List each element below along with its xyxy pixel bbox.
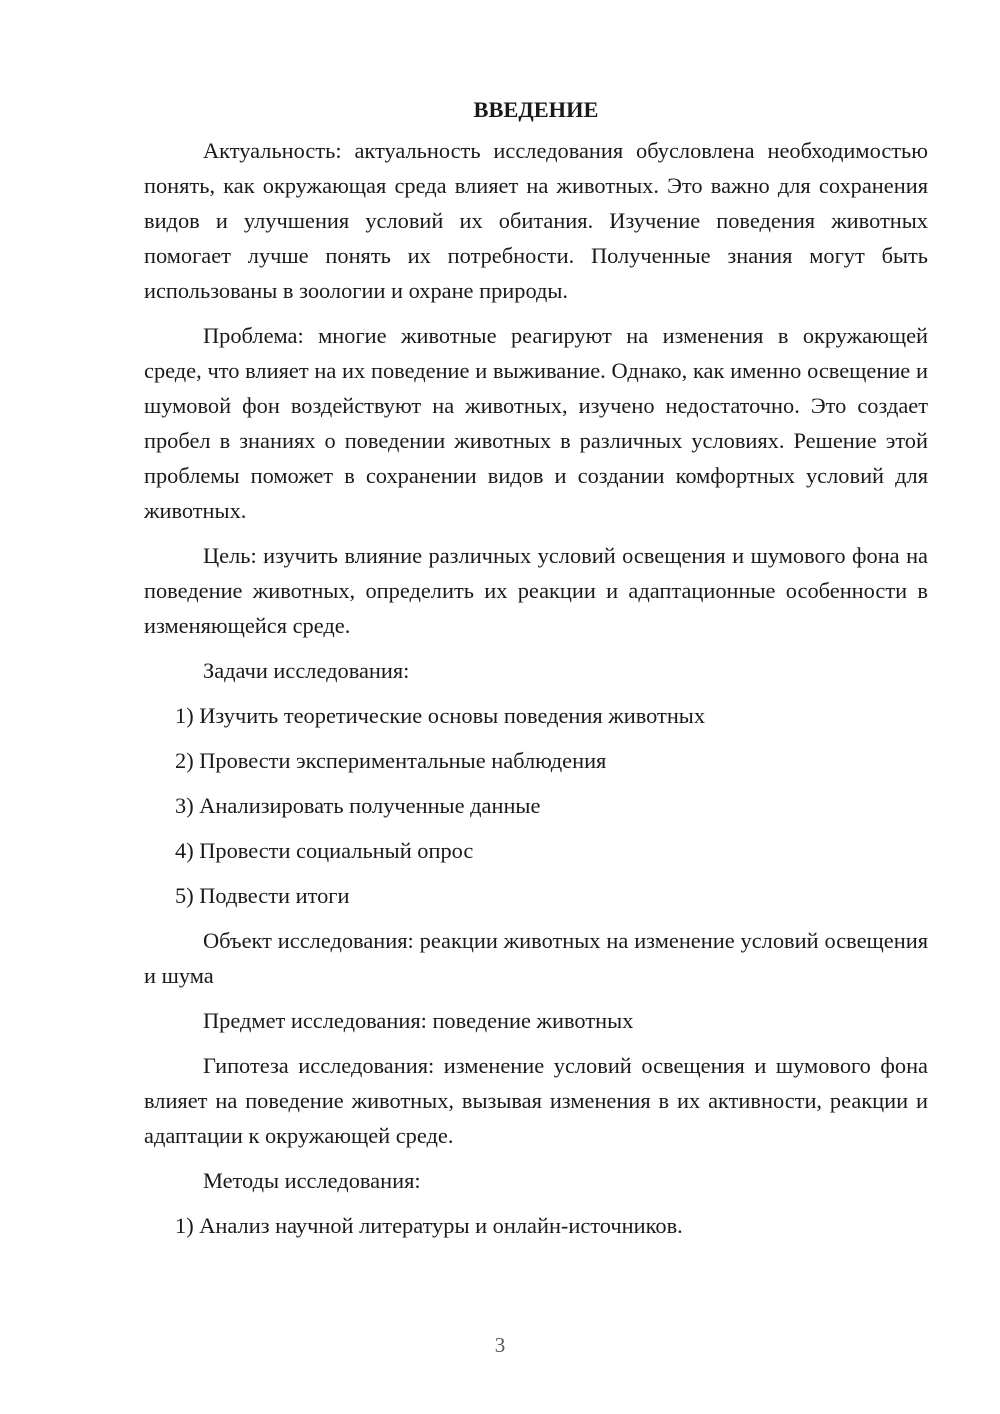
paragraph-object: Объект исследования: реакции животных на изменение условий освещения и шума xyxy=(144,928,928,988)
page-content xyxy=(144,92,928,1253)
page-number: 3 xyxy=(494,1333,506,1357)
list-item: 2) Провести экспериментальные наблюдения xyxy=(175,748,607,773)
methods-list xyxy=(144,1208,928,1243)
tasks-heading: Задачи исследования: xyxy=(203,658,410,683)
paragraph-hypothesis: Гипотеза исследования: изменение условий освещения и шумового фона влияет на поведение животных, вызывая изменения в их активности, реакции и адаптации к окружающей среде. xyxy=(144,1053,928,1148)
paragraph-relevance: Актуальность: актуальность исследования обусловлена необходимостью понять, как окружающая среда влияет на животных. Это важно для сохранения видов и улучшения условий их обитания. Изучение поведения животных помогает лучше понять их потребности. Полученные знания могут быть использованы в зоологии и охране природы. xyxy=(144,138,928,303)
paragraph-goal: Цель: изучить влияние различных условий освещения и шумового фона на поведение животных, определить их реакции и адаптационные особенности в изменяющейся среде. xyxy=(144,543,928,638)
methods-heading: Методы исследования: xyxy=(203,1168,421,1193)
list-item: 4) Провести социальный опрос xyxy=(175,838,474,863)
list-item: 5) Подвести итоги xyxy=(175,883,350,908)
list-item: 1) Анализ научной литературы и онлайн-источников. xyxy=(175,1213,683,1238)
tasks-list xyxy=(144,698,928,913)
section-title: ВВЕДЕНИЕ xyxy=(473,97,599,122)
list-item: 3) Анализировать полученные данные xyxy=(175,793,541,818)
paragraph-subject: Предмет исследования: поведение животных xyxy=(203,1008,634,1033)
list-item: 1) Изучить теоретические основы поведения животных xyxy=(175,703,706,728)
paragraph-problem: Проблема: многие животные реагируют на изменения в окружающей среде, что влияет на их поведение и выживание. Однако, как именно освещение и шумовой фон воздействуют на животных, изучено недостаточно. Это создает пробел в знаниях о поведении животных в различных условиях. Решение этой проблемы поможет в сохранении видов и создании комфортных условий для животных. xyxy=(144,323,928,523)
